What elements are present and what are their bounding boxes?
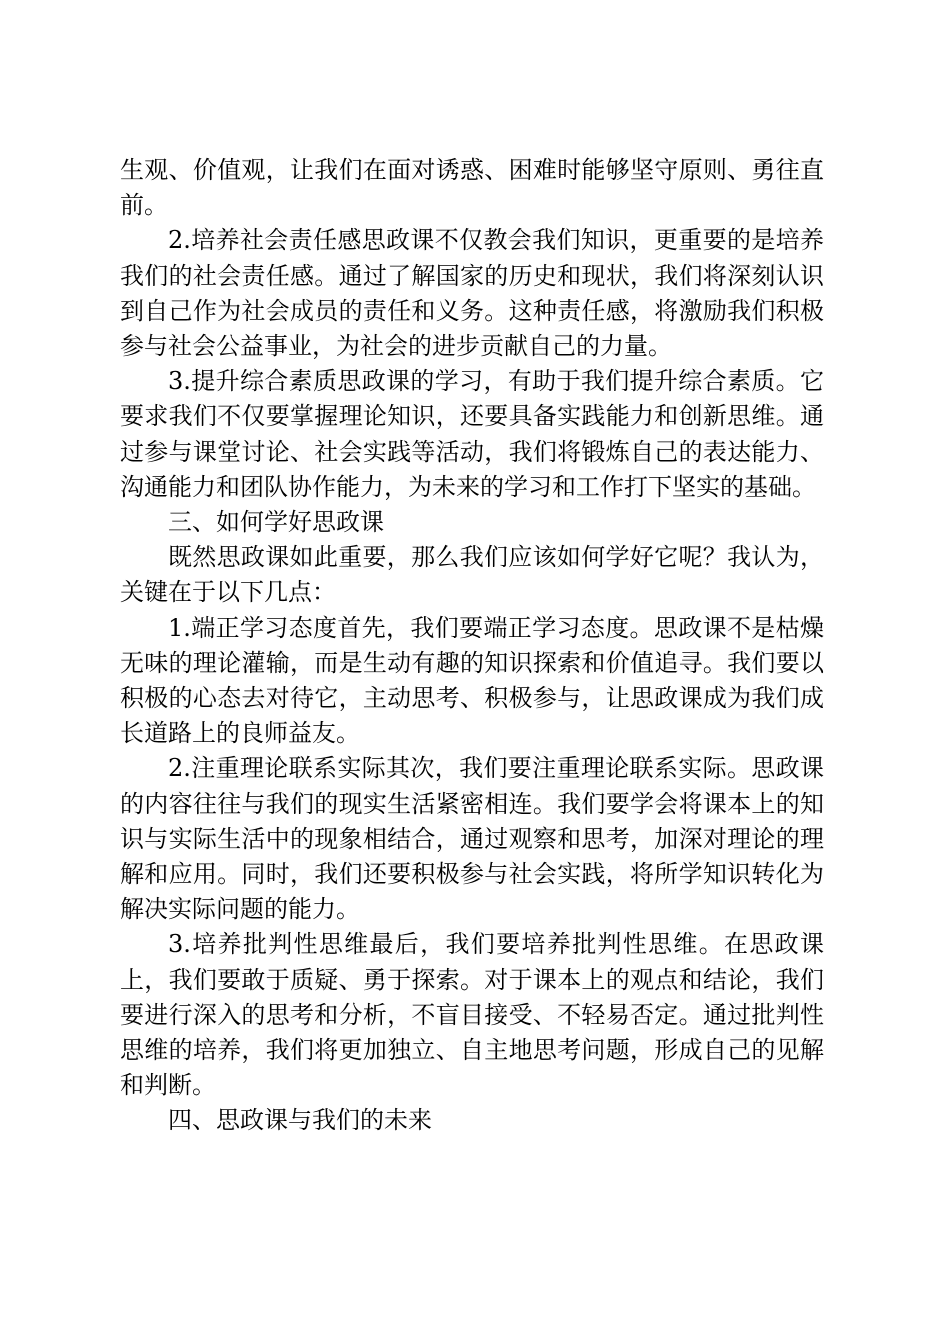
section-heading-4: 四、思政课与我们的未来 (168, 1106, 432, 1135)
paragraph-critical-thinking: 3.培养批判性思维最后，我们要培养批判性思维。在思政课上，我们要敢于质疑、勇于探索。对于课本上的观点和结论，我们要进行深入的思考和分析，不盲目接受、不轻易否定。通过批判性思维的培养，我们将更加独立、自主地思考问题，形成自己的见解和判断。 (120, 930, 824, 1100)
paragraph-social-responsibility: 2.培养社会责任感思政课不仅教会我们知识，更重要的是培养我们的社会责任感。通过了解国家的历史和现状，我们将深刻认识到自己作为社会成员的责任和义务。这种责任感，将激励我们积极参与社会公益事业，为社会的进步贡献自己的力量。 (120, 226, 824, 361)
section-heading-3: 三、如何学好思政课 (168, 508, 384, 537)
document-body (120, 153, 824, 1139)
paragraph-theory-practice: 2.注重理论联系实际其次，我们要注重理论联系实际。思政课的内容往往与我们的现实生活紧密相连。我们要学会将课本上的知识与实际生活中的现象相结合，通过观察和思考，加深对理论的理解和应用。同时，我们还要积极参与社会实践，将所学知识转化为解决实际问题的能力。 (120, 754, 824, 924)
paragraph-attitude: 1.端正学习态度首先，我们要端正学习态度。思政课不是枯燥无味的理论灌输，而是生动有趣的知识探索和价值追寻。我们要以积极的心态去对待它，主动思考、积极参与，让思政课成为我们成长道路上的良师益友。 (120, 613, 824, 748)
paragraph-intro-how-to-learn: 既然思政课如此重要，那么我们应该如何学好它呢？我认为，关键在于以下几点： (120, 543, 824, 607)
paragraph-comprehensive-quality: 3.提升综合素质思政课的学习，有助于我们提升综合素质。它要求我们不仅要掌握理论知识，还要具备实践能力和创新思维。通过参与课堂讨论、社会实践等活动，我们将锻炼自己的表达能力、沟通能力和团队协作能力，为未来的学习和工作打下坚实的基础。 (120, 367, 824, 501)
paragraph-continuation: 生观、价值观，让我们在面对诱惑、困难时能够坚守原则、勇往直前。 (120, 156, 824, 220)
